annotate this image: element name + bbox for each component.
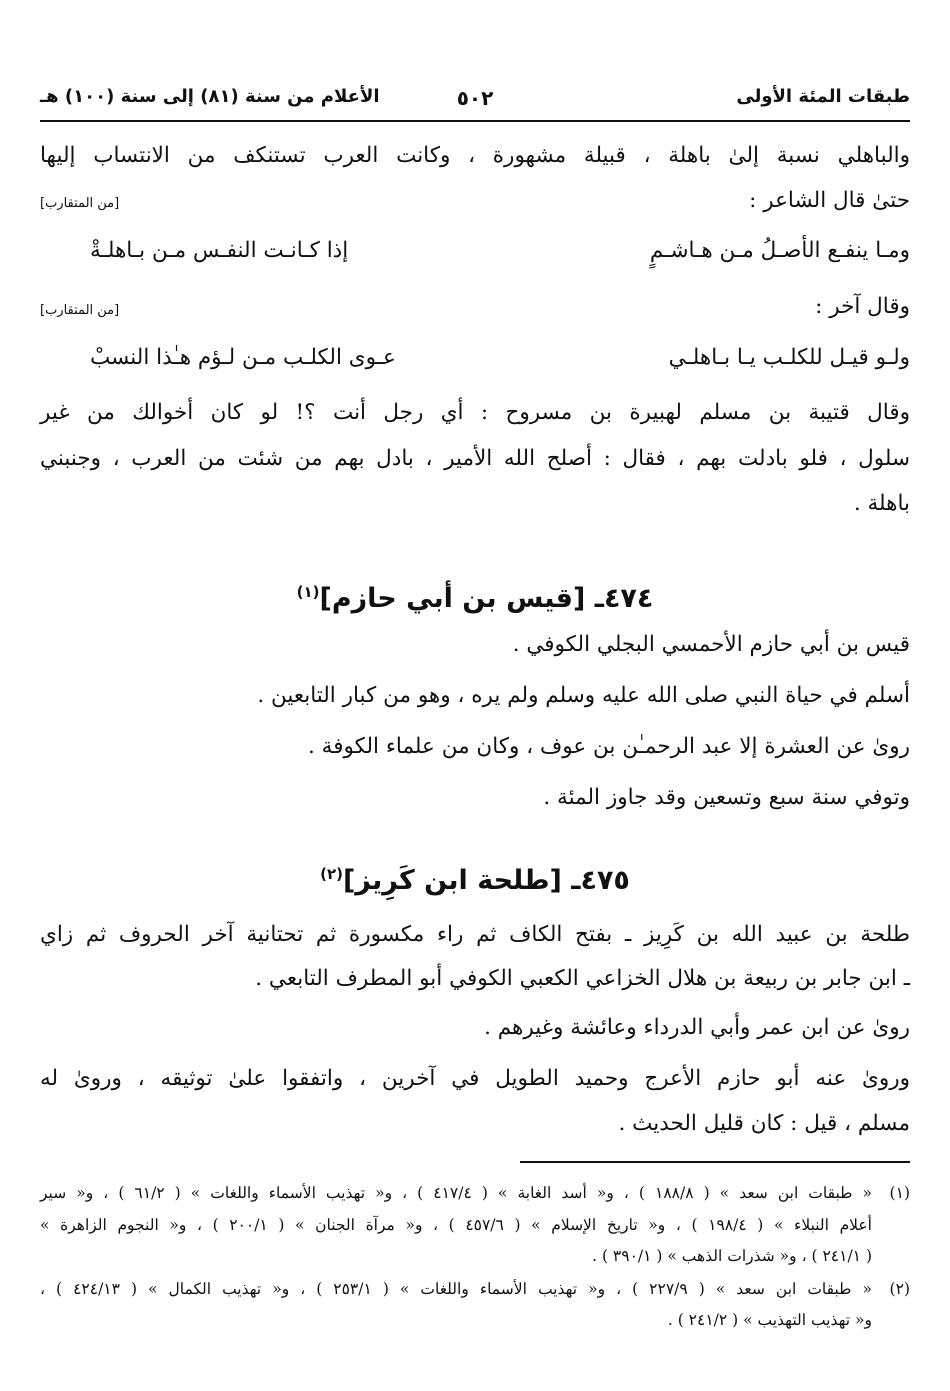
meter-label-1: [من المتقارب] xyxy=(40,196,120,211)
intro-line-4: وقال قتيبة بن مسلم لهبيرة بن مسروح : أي رجل أنت ؟! لو كان أخوالك من غير xyxy=(40,400,910,425)
book-page xyxy=(40,0,910,1391)
verse-2-second-hemistich: عـوى الكلـب مـن لـؤم هـٰذا النسبْ xyxy=(90,345,396,370)
verse-2 xyxy=(40,345,910,381)
entry-475-title xyxy=(40,865,910,896)
running-header xyxy=(40,86,910,118)
section-range: الأعلام من سنة (٨١) إلى سنة (١٠٠) هـ xyxy=(40,86,380,107)
verse-1 xyxy=(40,238,910,274)
entry-474-line-1: قيس بن أبي حازم الأحمسي البجلي الكوفي . xyxy=(512,632,910,657)
intro-line-3: وقال آخر : xyxy=(815,294,910,319)
meter-label-2: [من المتقارب] xyxy=(40,303,120,318)
footnote-2-text-1: « طبقات ابن سعد » ( ٢٢٧/٩ ) ، و« تهذيب الأسماء واللغات » ( ٢٥٣/١ ) ، و« تهذيب الكمال » ( ٤٢٤/١٣ ) ، xyxy=(40,1280,872,1298)
entry-474-line-2: أسلم في حياة النبي صلى الله عليه وسلم ولم يره ، وهو من كبار التابعين . xyxy=(257,683,910,708)
footnote-1-text-2: أعلام النبلاء » ( ١٩٨/٤ ) ، و« تاريخ الإسلام » ( ٤٥٧/٦ ) ، و« مرآة الجنان » ( ٢٠٠/١ ) ، و« النجوم الزاهرة » xyxy=(40,1216,872,1234)
intro-line-1: والباهلي نسبة إلىٰ باهلة ، قبيلة مشهورة ، وكانت العرب تستنكف من الانتساب إليها xyxy=(40,143,910,168)
entry-475-line-1: طلحة بن عبيد الله بن كَرِيز ـ بفتح الكاف ثم راء مكسورة ثم تحتانية آخر الحروف ثم زاي xyxy=(40,922,910,947)
footnote-1-text-1: « طبقات ابن سعد » ( ١٨٨/٨ ) ، و« أسد الغابة » ( ٤١٧/٤ ) ، و« تهذيب الأسماء واللغات » ( ٦١/٢ ) ، و« سير xyxy=(40,1184,873,1202)
intro-line-2: حتىٰ قال الشاعر : xyxy=(749,188,910,213)
entry-475-line-4: وروىٰ عنه أبو حازم الأعرج وحميد الطويل في آخرين ، واتفقوا علىٰ توثيقه ، وروىٰ له xyxy=(40,1066,910,1091)
footnote-ref-1[interactable]: (١) xyxy=(296,583,320,601)
entry-475-line-5: مسلم ، قيل : كان قليل الحديث . xyxy=(618,1111,910,1136)
page-number: ٥٠٢ xyxy=(456,86,494,110)
entry-474-title-text: ٤٧٤ـ [قيس بن أبي حازم] xyxy=(319,583,654,614)
intro-line-5: سلول ، فلو بادلت بهم ، فقال : أصلح الله الأمير ، بادل بهم من شئت من العرب ، وجنبني xyxy=(40,446,910,471)
entry-475-line-2: ـ ابن جابر بن ربيعة بن هلال الخزاعي الكعبي الكوفي أبو المطرف التابعي . xyxy=(255,966,910,991)
footnote-2-text-2: و« تهذيب التهذيب » ( ٢٤١/٢ ) . xyxy=(667,1311,872,1329)
footnote-1-text-3: ( ٢٤١/١ ) ، و« شذرات الذهب » ( ٣٩٠/١ ) . xyxy=(592,1247,872,1265)
verse-2-first-hemistich: ولـو قيـل للكلـب يـا بـاهلـي xyxy=(668,345,910,370)
footnote-1-number: (١) xyxy=(889,1184,910,1202)
footnote-2-number: (٢) xyxy=(889,1280,910,1298)
intro-line-6: باهلة . xyxy=(853,491,910,516)
verse-1-first-hemistich: ومـا ينفـع الأصـلُ مـن هـاشـمٍ xyxy=(649,238,910,263)
verse-1-second-hemistich: إذا كـانـت النفـس مـن بـاهلـةْ xyxy=(90,238,349,263)
footnote-ref-2[interactable]: (٢) xyxy=(320,865,343,883)
entry-474-line-4: وتوفي سنة سبع وتسعين وقد جاوز المئة . xyxy=(543,785,910,810)
entry-475-title-text: ٤٧٥ـ [طلحة ابن كَرِيز] xyxy=(342,865,630,896)
entry-475-line-3: روىٰ عن ابن عمر وأبي الدرداء وعائشة وغيرهم . xyxy=(484,1015,910,1040)
footnote-rule xyxy=(520,1161,910,1163)
book-title: طبقات المئة الأولى xyxy=(736,86,910,107)
header-rule xyxy=(40,120,910,122)
entry-474-title xyxy=(40,583,910,614)
entry-474-line-3: روىٰ عن العشرة إلا عبد الرحمـٰن بن عوف ، وكان من علماء الكوفة . xyxy=(308,734,910,759)
